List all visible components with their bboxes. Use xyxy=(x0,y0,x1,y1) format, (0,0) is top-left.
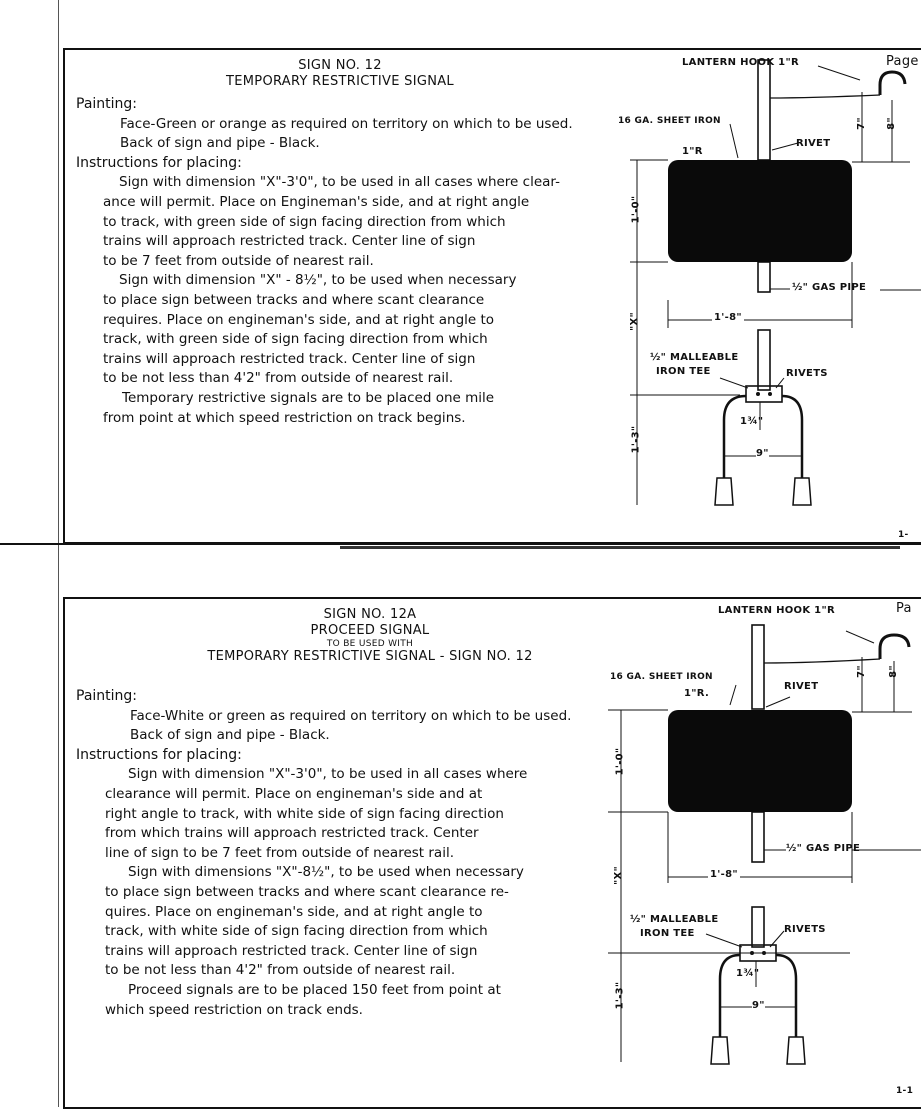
dim-height-label: 1'-0" xyxy=(630,195,642,224)
dim-height-label: 1'-0" xyxy=(614,747,626,776)
corner-mark: 1-1 xyxy=(896,1086,914,1096)
para-line: Proceed signals are to be placed 150 feet from point at xyxy=(128,981,501,998)
painting-header: Painting: xyxy=(76,96,138,112)
pipe-upper xyxy=(758,60,770,160)
dim-x-label: "X" xyxy=(629,311,641,332)
sign-12-subtitle: TEMPORARY RESTRICTIVE SIGNAL xyxy=(226,74,454,89)
para-line: Sign with dimension "X"-3'0", to be used in all cases where xyxy=(128,766,528,783)
page-fragment: Pa xyxy=(896,601,912,616)
malleable-tee xyxy=(746,386,782,402)
sign-12a-subtitle-2: TEMPORARY RESTRICTIVE SIGNAL - SIGN NO. 12 xyxy=(207,649,533,664)
rivet-mark xyxy=(756,392,760,396)
dim-base-label: 1'-3" xyxy=(614,981,626,1010)
rivets-label: RIVETS xyxy=(784,924,826,935)
dim-hook-a: 7" xyxy=(855,665,867,678)
painting-header: Painting: xyxy=(76,688,138,704)
para-line: requires. Place on engineman's side, and at right angle to xyxy=(103,311,495,328)
rivet-mark xyxy=(762,951,766,955)
para-line: to place sign between tracks and where scant clearance xyxy=(103,291,485,308)
dim-base-label: 1'-3" xyxy=(630,425,642,454)
sign-plate xyxy=(668,160,852,262)
tee-label-2: IRON TEE xyxy=(640,928,695,939)
lantern-hook-label: LANTERN HOOK 1"R xyxy=(682,57,799,68)
radius-label: 1"R xyxy=(682,146,703,157)
hook-arm xyxy=(764,659,880,663)
para-line: which speed restriction on track ends. xyxy=(105,1001,363,1018)
sign-12a-number: SIGN NO. 12A xyxy=(323,607,417,622)
instructions-header: Instructions for placing: xyxy=(76,154,242,171)
gas-pipe-label: ½" GAS PIPE xyxy=(786,843,861,854)
rivet-label: RIVET xyxy=(796,138,831,149)
sign-12a-subtitle: PROCEED SIGNAL xyxy=(310,623,430,638)
pipe-upper xyxy=(752,625,764,709)
dim-hook-b: 8" xyxy=(885,117,897,130)
rivet-mark xyxy=(768,392,772,396)
hook-arm xyxy=(770,95,880,98)
sheet-iron-label: 16 GA. SHEET IRON xyxy=(610,672,713,682)
dim-hook-b: 8" xyxy=(887,665,899,678)
lantern-hook-label: LANTERN HOOK 1"R xyxy=(718,605,835,616)
sheet-divider xyxy=(0,543,921,545)
tee-label-1: ½" MALLEABLE xyxy=(650,352,739,363)
sheet-iron-label: 16 GA. SHEET IRON xyxy=(618,116,721,126)
leg-span-label: 9" xyxy=(752,1000,765,1011)
foot-right xyxy=(787,1037,805,1064)
tee-label-2: IRON TEE xyxy=(656,366,711,377)
para-line: Sign with dimension "X"-3'0", to be used in all cases where clear- xyxy=(119,174,560,191)
sign-12a-diagram xyxy=(0,567,921,1107)
lantern-hook-icon xyxy=(880,635,909,659)
para-line: ance will permit. Place on Engineman's side, and at right angle xyxy=(103,193,530,210)
para-line: to be not less than 4'2" from outside of nearest rail. xyxy=(103,370,454,387)
para-line: track, with white side of sign facing direction from which xyxy=(105,923,488,940)
foot-left xyxy=(715,478,733,505)
para-line: line of sign to be 7 feet from outside of nearest rail. xyxy=(105,844,454,861)
para-line: track, with green side of sign facing direction from which xyxy=(103,331,488,348)
para-line: to place sign between tracks and where scant clearance re- xyxy=(105,883,509,900)
width-dim-label: 1'-8" xyxy=(714,312,742,323)
pipe-middle xyxy=(758,262,770,292)
para-line: trains will approach restricted track. Center line of sign xyxy=(103,233,476,250)
rivet-label: RIVET xyxy=(784,681,819,692)
tee-leg-right xyxy=(776,955,796,1037)
painting-line: Back of sign and pipe - Black. xyxy=(130,727,330,744)
para-line: right angle to track, with white side of sign facing direction xyxy=(105,805,504,822)
para-line: trains will approach restricted track. Center line of sign xyxy=(105,942,478,959)
width-dim-label: 1'-8" xyxy=(710,869,738,880)
tee-dim-label: 1¾" xyxy=(740,416,764,427)
para-line: clearance will permit. Place on engineman's side and at xyxy=(105,785,483,802)
pipe-middle xyxy=(752,812,764,862)
sign-12-number: SIGN NO. 12 xyxy=(298,58,382,73)
rivets-label: RIVETS xyxy=(786,368,828,379)
para-line: from point at which speed restriction on track begins. xyxy=(103,409,466,426)
foot-left xyxy=(711,1037,729,1064)
dim-x-label: "X" xyxy=(613,865,625,886)
page-fragment: Page xyxy=(886,54,919,69)
painting-line: Face-White or green as required on territory on which to be used. xyxy=(130,707,572,724)
para-line: to be 7 feet from outside of nearest rail. xyxy=(103,252,374,269)
para-line: Sign with dimension "X" - 8½", to be used when necessary xyxy=(119,272,517,289)
para-line: from which trains will approach restricted track. Center xyxy=(105,825,479,842)
pipe-lower xyxy=(752,907,764,947)
painting-line: Back of sign and pipe - Black. xyxy=(120,135,320,152)
leg-span-label: 9" xyxy=(756,448,769,459)
rivet-mark xyxy=(750,951,754,955)
instructions-header: Instructions for placing: xyxy=(76,746,242,763)
tee-leg-left xyxy=(724,396,746,478)
tee-dim-label: 1¾" xyxy=(736,968,760,979)
tee-label-1: ½" MALLEABLE xyxy=(630,914,719,925)
sign-12a-small: TO BE USED WITH xyxy=(326,639,414,649)
para-line: quires. Place on engineman's side, and at right angle to xyxy=(105,903,483,920)
dim-hook-a: 7" xyxy=(855,117,867,130)
lantern-hook-icon xyxy=(880,72,905,95)
para-line: Sign with dimensions "X"-8½", to be used when necessary xyxy=(128,864,524,881)
sheet-divider-shadow xyxy=(340,546,900,549)
para-line: Temporary restrictive signals are to be placed one mile xyxy=(122,389,495,406)
sign-12-diagram xyxy=(0,0,921,540)
para-line: trains will approach restricted track. Center line of sign xyxy=(103,350,476,367)
radius-label: 1"R. xyxy=(684,688,710,699)
sign-plate xyxy=(668,710,852,812)
para-line: to track, with green side of sign facing direction from which xyxy=(103,213,506,230)
pipe-lower xyxy=(758,330,770,390)
gas-pipe-label: ½" GAS PIPE xyxy=(792,282,867,293)
tee-leg-right xyxy=(782,396,802,478)
foot-right xyxy=(793,478,811,505)
para-line: to be not less than 4'2" from outside of nearest rail. xyxy=(105,962,456,979)
corner-mark: 1- xyxy=(898,530,909,540)
painting-line: Face-Green or orange as required on territory on which to be used. xyxy=(120,115,573,132)
